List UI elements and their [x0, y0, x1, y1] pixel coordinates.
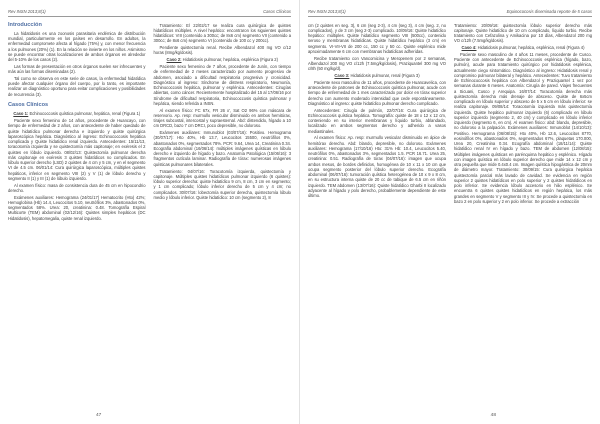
- page-number: 47: [96, 413, 102, 418]
- right-page: [300, 0, 600, 424]
- running-header: [8, 9, 291, 17]
- page-number: 48: [490, 413, 496, 418]
- section-title: Casos Clínicos: [263, 9, 291, 14]
- case-title: Hidatidosis pulmonar, hepática, esplénica, renal (Figura 4): [476, 45, 585, 51]
- section-heading: Casos Clínicos: [8, 101, 49, 108]
- case-heading: [154, 57, 292, 62]
- body-paragraph: cm (2 quistes en seg. 3), 6 cm (seg 2-3), 4 cm (seg 3), 4 cm (seg. 2, no complicados), y de 3 cm (seg 2-3) complicado. 10/09/16: Quiste hidatídico hepático: múltiples. Quiste hidatídico segmento VIII (500cc), contenido seroso y membranas hidatídicas. Quiste hidatídico hepático (3 cm) en segmento. VI-VII-VII de 200 cc, 150 cc y 50 cc. Quiste esplénico mide aproximadamente 6 cm con membranas hidatídicas adheridas.: [308, 22, 446, 54]
- journal-citation: Rev INSN 2013;8(1): [308, 9, 346, 14]
- body-paragraph: Tratamiento: El 22/02/17 se realiza cura quirúrgica de quistes hidatídicos múltiples. A nivel hepático: encontraron los siguientes quistes hidatídicos: VIII (contenido a 300cc; de 8x6 cm) segmento VII (contenido a 300cc; de 8x6 cm) segmento VI (contenido de 100 cc y 200cc).: [153, 22, 291, 44]
- case-label: Caso 3:: [334, 72, 350, 78]
- body-paragraph: Exámenes auxiliares: Hemograma (24/01/17) Hematocrito (Hto) 42%; Hemoglobina (Hb) 14.4, Leucocitos 5.10, neutrófilos 3%, abastonados 0%, segmentados 58%. Urea: 20, creatinina: 0.48. Tomografía Espiral Multicorte (TEM) abdominal (02/12/16): Quistes simples hepáticos (DC Hidatidosis), hepatomegalia, quiste renal izquierdo.: [8, 194, 146, 221]
- case-label: Caso 1:: [13, 111, 29, 117]
- case-title: Hidatidosis pulmonar, hepática, esplénica (Figura 2): [181, 57, 278, 63]
- body-paragraph: Pendiente quistectomía renal. Recibe Albendazol 400 mg VO c/12 horas (8mg/kg/dosis).: [153, 45, 291, 56]
- body-paragraph: Al examen físico: masa de consistencia dura de 45 cm en hipocondrio derecho.: [8, 182, 146, 193]
- body-paragraph: Paciente sexo femenino de 14 años, procedente de Huancayo, con tiempo de enfermedad de 2 años, con antecedente de haber quedado de quiste hidatídico pulmonar derecha e izquierdo y quiste quirúrgica laparoscópica hepática. Diagnóstico al ingreso: Echinococcosis hepática complicada y Quiste hidatídico renal izquierdo. Antecedentes: 15/11/13, toracotomía izquierda y se quistectomía más capitonaje; en exéresis el 2 quistes en lóbulo izquierdo. 08/02/13: Quistectomía pulmonar derecha más capitonaje en exéresis 3 quistes hidatídicos no complicados. En lóbulo superior derecho (LSD) 2 quistes de 4 cm y 5 cm, y en el segmento VI de 4.5 cm. 06/01/14: Cura quirúrgica laparoscópica, múltiples quistes hepáticos, inferior en segmento VIII (2) y V (1) de lóbulo derecho y segmento II (1) y III (1) de lóbulo izquierdo.: [8, 118, 146, 181]
- column-left: [308, 23, 446, 206]
- body-paragraph: La hidatidosis es una zoonosis parasitaria endémica de distribución mundial, particularmente en los países en desarrollo. En adultos, la enfermedad compromete afecta al hígado (75%) y, con menor frecuencia a los pulmones (20%) (1). En la relación se invierte en los niños. Asimismo se puede encontrar otras localizaciones de ambos órganos en alrededor del 5-10% de los casos (2).: [8, 30, 146, 62]
- body-paragraph: Recibe tratamiento con Vancomicina y Meropenem por 2 semanas, Albendazol 200 mg VO c/12h (7.5mg/kg/dosis), Praziquantel 300 mg VO c/8h (50 mg/kg/d).: [308, 55, 446, 72]
- body-paragraph: Al examen físico: FC 67x, FR 26 x', Sat O2 96% con máscara de reservorio. Ap. resp: murmullo vesicular disminuido en ambos hemitórax, tirajes subcostal, intercostal y supraesternal. Abd: distendido, hígado a 10 cm DRCD, bazo 7 cm DRCI, poco depresible, no doloroso.: [153, 107, 291, 129]
- body-paragraph: Paciente sexo masculino de 4 años 11 meses, procedente de Cusco. Paciente con antecedente de Echinococcosis esplénica (hígado, bazo, pulmón), acude para tratamiento quirúrgico por hidatidosis esplénica, actualmente ciego sintomático. Diagnóstico al ingreso: Hidatidosis renal y compromiso pulmonar bilateral y hepático. Antecedentes: Tuvo tratamiento de Echinococcosis hepática con Albendazol y Praziquantel 1 vez por semanas durante 6 meses. Anatomía: Cirugía de pared. Viajes frecuentes a Sicuani, Cusco y Arequipa. 16/07/14: Toracotomía derecha más quistectomía derecha más drenaje de absceso. Quiste de 6x5cm complicado en lóbulo superior y absceso de 5 x 5 cm en lóbulo inferior: se realiza capitonaje. 09/08/14: Toracotomía izquierda más quistectomía izquierda. Quiste hepático pulmonar izquierdo (6) complicado en lóbulo superior izquierdo (segmento 2, 40 cm) y complicado en lóbulo inferior izquierdo (segmento 6, en cm). Al examen físico: abd: blando, depresible, no doloroso a la palpación. Exámenes auxiliares: Inmunoblot (14/10/13): Positivo. Hemograma (06/08/15): Hto 40%, Hb 12.6, Leucocitos 8770, eosinófilos 0%, abastonados 0%, segmentados 67%, plaquetas 170.000, Urea 20, Creatinina 0.34. Ecografía abdominal (18/11/14): Quiste hidatídico renal IV en hígado y bazo. TEM de abdomen (12/08/15): Múltiples imágenes quísticas en parénquima hepático y esplénico. Hígado con imagen quística en lóbulo superior derecho que mide 14 x 12 cm y otra pequeña que mide 0.4x0.4 cm. Imagen quística hipogástrica de 20mm de diámetro mayor. Tratamiento: 30/09/15: Cura quirúrgica hepática quistectomía parcial más lavado de cavidad. Se evidencia en región superior 2 quistes hidatídicos en polo superior y 2 quistes hidatídicos en polo inferior. Se evidencia lóbulo accesorio en hilio esplénico. Se encuentra 6 quistes quistes hidatídicos en región hepática, los más grandes en segmento V y segmento III y IV. Se procede a quistectomía en bazo 2 en polo superior y 2 en polo inferior. Se procede a extracción: [454, 51, 592, 204]
- case-title: Hidatidosis pulmonar, renal (Figura 3): [349, 72, 420, 78]
- column-right: [454, 23, 592, 206]
- body-paragraph: Al examen físico: Ap. resp: murmullo vesicular disminuido en ápice de hemitórax derecho. Abd: blando, depresible, no doloroso. Exámenes auxiliares: Hemograma (17/10/16) Hto: 31% Hb: 10.4, Leucocitos 5.40, neutrófilos 0%, abastonados 3%, segmentados 1.5. PCR 16.71. Urea 25, creatinina: 0.51. Radiografía de tórax (04/07/16): imagen que ocupa ambos mesos, de bordes definidos, homogénea de 10 x 11 x 10 cm que ocupa segmento posterior del lóbulo superior derecho. Ecografía abdominal (06/07/16): tumoración quística heterogénea de 10 x 9 x 8 cm, en su estructura interna quiste de 20 cc de tabique de 6.5 cm en riñón izquierdo. TEM abdomen (13/07/16): Quiste hidatídico Gharbi II localizado adyacente al hígado y polo derecho, probablemente dependiente de este último.: [308, 135, 446, 199]
- article-title: Equinococosis diseminada reporte de 5 casos: [506, 9, 592, 14]
- case-heading: [8, 111, 146, 116]
- body-paragraph: Tratamiento: 20/09/16: quistectomía lóbulo superior derecho más capitonaje. Quiste hidatídico de 10 cm complicado, líquido turbio. Recibe tratamiento con Cefazolina y Amikacina por 10 días, Albendazol 200 mg VO c/12h (7.5mg/kg/dosis).: [454, 22, 592, 44]
- body-paragraph: Las formas de presentación en otros órganos suelen ser infrecuentes y más aún las formas diseminadas (2).: [8, 63, 146, 75]
- body-paragraph: Exámenes auxiliares: Inmunoblot (03/07/16): Positivo. Hemograma (30/07/17): Hto 40%, Hb 13.7, Leucocitos 15500, neutrófilos 0%, abastonados 0%, segmentados 78%. PCR: 9.64, Urea 14, Creatinina 0.34. Ecografía abdominal (16/06/14): múltiples imágenes quísticas en lóbulo derecho e izquierdo de hígado y bazo. Anatomía Patológica (15/06/16): 3 fragmentos cutícula laminar. Radiografía de tórax: numerosas imágenes quísticas pulmonares bilaterales.: [153, 130, 291, 167]
- body-paragraph: Paciente sexo femenino de 7 años, procedente de Junín, con tiempo de enfermedad de 2 meses caracterizado por aumento progresivo de abdomen, asociado a dificultad respiratoria progresiva y cronicidad. Diagnóstico al ingreso: Síndrome de distress respiratorio, Neumonía, Echinococcosis hepática, pulmonar y esplénica. Antecedentes: Cirugías abiertas, como cáncer. Recientemente hospitalizado del 15 al 17/06/16 por Síndrome de dificultad respiratoria, Echinococcosis quística pulmonar y hepática, siendo referida a INSN.: [153, 64, 291, 106]
- case-label: Caso 4:: [461, 45, 477, 51]
- body-paragraph: Paciente sexo masculino de 11 años, procedente de Huancavelica, con antecedente de patrones de Echinococcosis quística pulmonar, acude con tiempo de enfermedad de 1 mes caracterizado por dolor en tórax superior derecho con aumento moderado intensidad que cede espontáneamente. Diagnóstico al ingreso: quiste hidatídico pulmonar derecho complicado.: [308, 79, 446, 106]
- section-heading: Introducción: [8, 21, 42, 28]
- text-columns: [8, 23, 291, 223]
- case-heading: [308, 73, 446, 78]
- case-title: Echinococcosis quística pulmonar, hepática, renal (Figura 1): [28, 111, 141, 117]
- body-paragraph: Antecedentes: Cirugía de pulmón, 22/07/16: Cura quirúrgica de Echinococcosis quística hepática. Tomografía: quiste de 18 x 12 x 12 cm, conteniendo en su interior membranas y líquido turbio, ablandado, localizado en ambos segmentos derecho y adherido a vasos mediastinales.: [308, 107, 446, 134]
- body-paragraph: Tratamiento: 04/07/16: Toracotomía izquierda, quistectomía y capitonaje. Múltiples quistes hidatídicos pulmonar izquierdo (6 quistes): lóbulo superior derecha: quiste hidatídico 9 cm, 8 cm, 3 cm en segmento; y 1 cm complicado; lóbulo inferior derecho de 5 cm y 4 cm; no complicados. 30/07/16: lobectomía superior derecha, quistectomía lóbulo medio y lóbulo inferior. Quiste hidatídico: 10 cm (segmento 2), 8: [153, 168, 291, 200]
- case-heading: [454, 45, 592, 50]
- column-left: [8, 23, 146, 223]
- body-paragraph: Tal como se observa en este serie de casos, la enfermedad hidatídica puede afectar cualquier órgano del cuerpo, por lo tanto, es importante realizar un diagnóstico oportuno para evitar complicaciones y posibilidades de recurrencia (3).: [8, 75, 146, 97]
- running-header: [308, 9, 592, 17]
- journal-citation: Rev INSN 2013;8(1): [8, 9, 46, 14]
- column-right: [154, 23, 292, 223]
- case-label: Caso 2:: [166, 57, 182, 63]
- text-columns: [308, 23, 592, 206]
